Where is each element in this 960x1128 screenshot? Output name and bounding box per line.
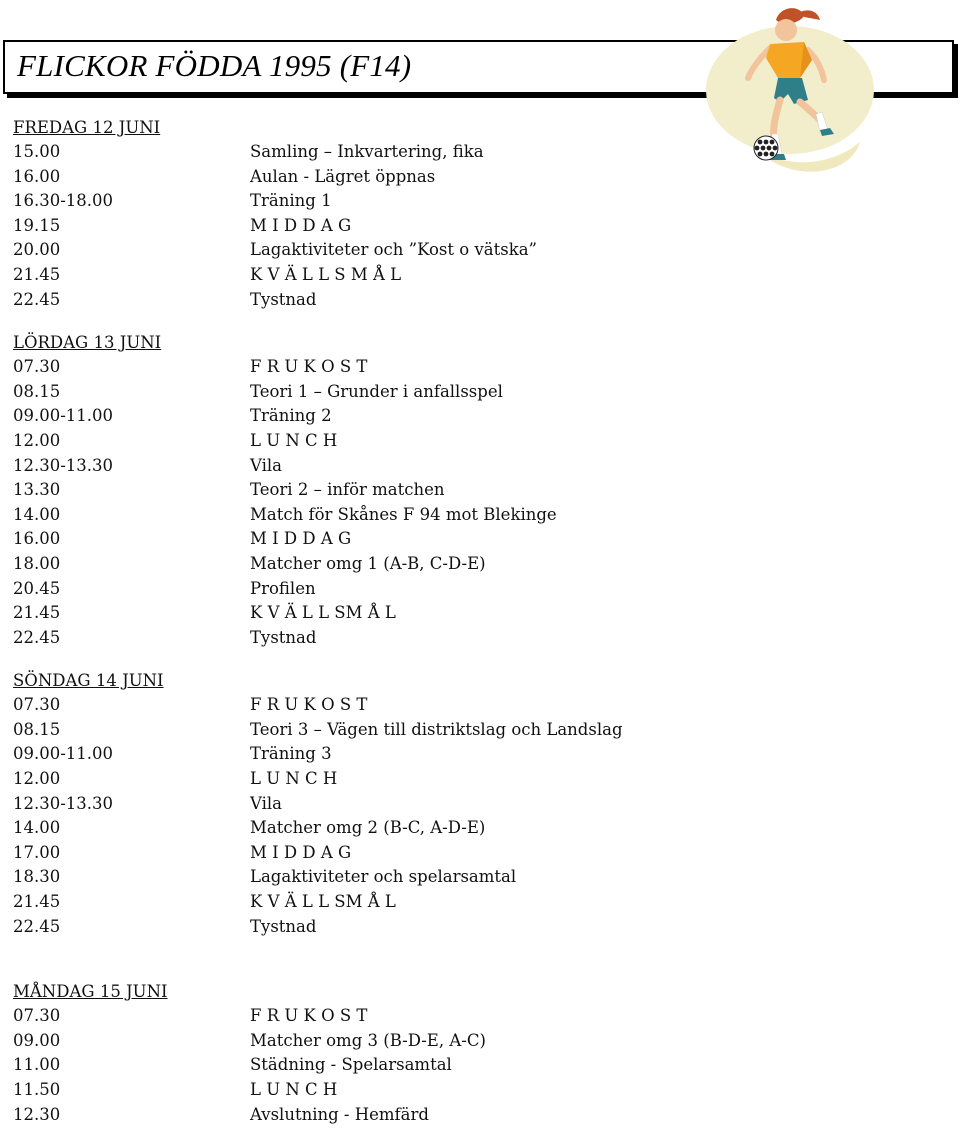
schedule-row	[13, 601, 943, 626]
schedule-row	[13, 288, 943, 313]
time: 09.00-11.00	[13, 406, 114, 426]
day-monday	[13, 980, 943, 1127]
time: 14.00	[13, 504, 61, 524]
time: 18.30	[13, 867, 61, 887]
schedule-row	[13, 165, 943, 190]
activity: Träning 2	[250, 406, 332, 426]
schedule-row	[13, 890, 943, 915]
activity: Vila	[250, 793, 283, 813]
time: 14.00	[13, 818, 61, 838]
schedule-row	[13, 1004, 943, 1029]
activity: L U N C H	[250, 1080, 338, 1099]
schedule-row	[13, 238, 943, 263]
time: 12.30-13.30	[13, 793, 114, 813]
activity: K V Ä L L SM Å L	[250, 892, 396, 912]
schedule-row	[13, 404, 943, 429]
day-heading: MÅNDAG 15 JUNI	[13, 982, 168, 1002]
spacer	[13, 312, 943, 331]
schedule-row	[13, 478, 943, 503]
activity: Matcher omg 3 (B-D-E, A-C)	[250, 1030, 486, 1050]
schedule-row	[13, 1103, 943, 1128]
time: 09.00-11.00	[13, 744, 114, 764]
time: 20.45	[13, 578, 61, 598]
activity: Matcher omg 2 (B-C, A-D-E)	[250, 818, 486, 838]
schedule-row	[13, 527, 943, 552]
schedule-row	[13, 816, 943, 841]
time: 12.00	[13, 430, 61, 450]
schedule	[13, 116, 943, 1127]
activity: Lagaktiviteter och ”Kost o vätska”	[250, 240, 537, 260]
time: 12.30-13.30	[13, 455, 114, 475]
activity: Träning 3	[250, 744, 332, 764]
schedule-row	[13, 454, 943, 479]
activity: Teori 2 – inför matchen	[250, 480, 445, 500]
activity: K V Ä L L S M Å L	[250, 264, 402, 284]
time: 19.15	[13, 215, 61, 235]
activity: Vila	[250, 455, 283, 475]
activity: Lagaktiviteter och spelarsamtal	[250, 867, 517, 887]
activity: Träning 1	[250, 191, 332, 211]
schedule-row	[13, 626, 943, 651]
activity: L U N C H	[250, 769, 338, 789]
schedule-row	[13, 1029, 943, 1054]
time: 09.00	[13, 1030, 61, 1050]
time: 18.00	[13, 553, 61, 573]
time: 11.00	[13, 1055, 61, 1075]
activity: Städning - Spelarsamtal	[250, 1055, 452, 1075]
time: 08.15	[13, 719, 61, 739]
schedule-row	[13, 865, 943, 890]
activity: Match för Skånes F 94 mot Blekinge	[250, 504, 557, 524]
schedule-row	[13, 742, 943, 767]
day-heading: FREDAG 12 JUNI	[13, 118, 161, 137]
time: 16.00	[13, 166, 61, 186]
time: 17.00	[13, 842, 61, 862]
time: 20.00	[13, 240, 61, 260]
schedule-row	[13, 693, 943, 718]
time: 22.45	[13, 916, 61, 936]
schedule-row	[13, 552, 943, 577]
activity: M I D D A G	[250, 529, 352, 549]
time: 07.30	[13, 695, 61, 715]
activity: Teori 1 – Grunder i anfallsspel	[250, 381, 503, 401]
page-title: FLICKOR FÖDDA 1995 (F14)	[17, 48, 412, 83]
activity: Samling – Inkvartering, fika	[250, 142, 484, 161]
schedule-row	[13, 189, 943, 214]
schedule-row	[13, 718, 943, 743]
time: 07.30	[13, 1006, 61, 1026]
schedule-row	[13, 214, 943, 239]
activity: L U N C H	[250, 430, 338, 450]
time: 15.00	[13, 142, 61, 161]
schedule-row	[13, 767, 943, 792]
day-sunday	[13, 669, 943, 939]
schedule-row	[13, 429, 943, 454]
schedule-row	[13, 503, 943, 528]
time: 13.30	[13, 480, 61, 500]
activity: Teori 3 – Vägen till distriktslag och Landslag	[250, 719, 623, 739]
time: 16.30-18.00	[13, 191, 114, 211]
activity: M I D D A G	[250, 842, 352, 862]
activity: F R U K O S T	[250, 1006, 368, 1026]
activity: Avslutning - Hemfärd	[250, 1104, 429, 1124]
schedule-row	[13, 1078, 943, 1103]
time: 21.45	[13, 892, 61, 912]
activity: M I D D A G	[250, 215, 352, 235]
schedule-row	[13, 355, 943, 380]
activity: Tystnad	[250, 627, 317, 647]
time: 07.30	[13, 357, 61, 377]
spacer	[13, 650, 943, 669]
activity: F R U K O S T	[250, 695, 368, 715]
day-friday	[13, 116, 943, 312]
time: 21.45	[13, 264, 61, 284]
schedule-row	[13, 140, 943, 165]
activity: Profilen	[250, 578, 316, 598]
time: 12.30	[13, 1104, 61, 1124]
day-heading: SÖNDAG 14 JUNI	[13, 671, 164, 691]
schedule-row	[13, 1053, 943, 1078]
time: 16.00	[13, 529, 61, 549]
activity: Tystnad	[250, 289, 317, 309]
day-saturday	[13, 331, 943, 650]
time: 08.15	[13, 381, 61, 401]
time: 22.45	[13, 627, 61, 647]
time: 11.50	[13, 1080, 61, 1099]
spacer	[13, 939, 943, 980]
day-heading: LÖRDAG 13 JUNI	[13, 333, 162, 353]
activity: F R U K O S T	[250, 357, 368, 377]
schedule-row	[13, 577, 943, 602]
time: 12.00	[13, 769, 61, 789]
activity: Tystnad	[250, 916, 317, 936]
schedule-row	[13, 915, 943, 940]
activity: Aulan - Lägret öppnas	[250, 166, 436, 186]
time: 21.45	[13, 603, 61, 623]
schedule-row	[13, 380, 943, 405]
activity: Matcher omg 1 (A-B, C-D-E)	[250, 553, 486, 573]
time: 22.45	[13, 289, 61, 309]
schedule-row	[13, 263, 943, 288]
schedule-row	[13, 841, 943, 866]
activity: K V Ä L L SM Å L	[250, 603, 396, 623]
schedule-row	[13, 792, 943, 817]
